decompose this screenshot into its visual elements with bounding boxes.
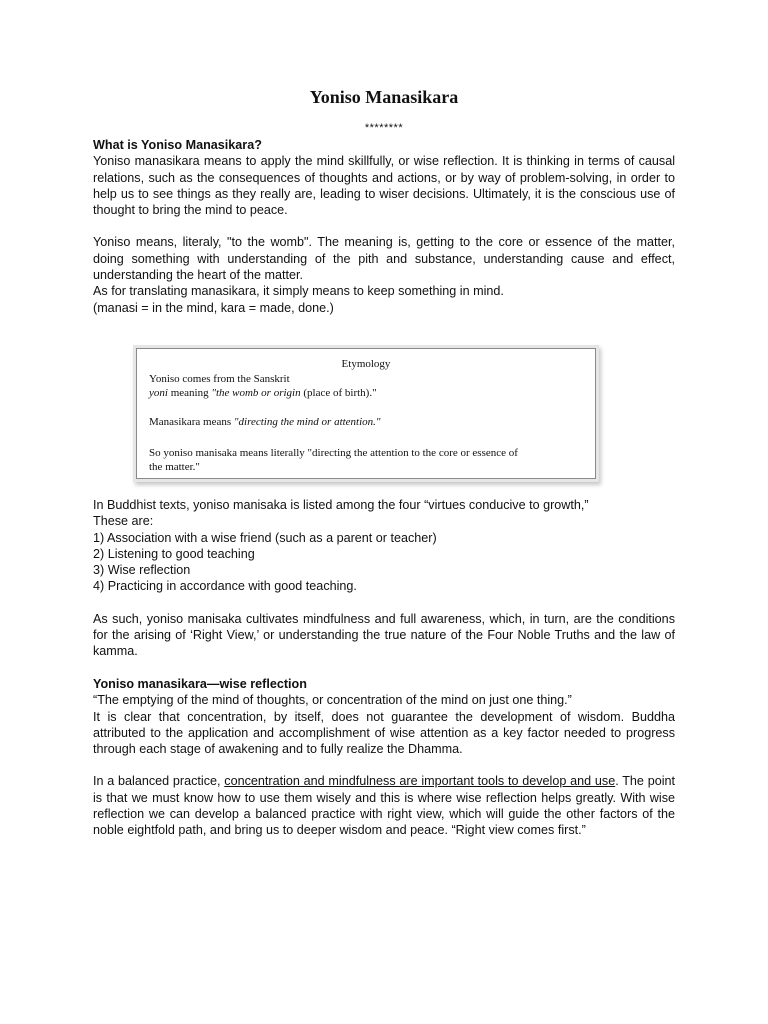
- section-wise-reflection: [93, 676, 675, 839]
- list-item: 4) Practicing in accordance with good teaching.: [93, 579, 357, 594]
- section-heading: What is Yoniso Manasikara?: [93, 138, 262, 152]
- quote: “The emptying of the mind of thoughts, or concentration of the mind on just one thing.”: [93, 693, 572, 708]
- etymology-line: yoni meaning "the womb or origin (place of birth).": [149, 387, 377, 399]
- paragraph-yoniso-meaning: Yoniso means, literaly, "to the womb". The meaning is, getting to the core or essence of the matter, doing something with understanding of the pith and substance, understanding cause and effect, understanding the heart of the matter.: [93, 235, 675, 283]
- document-title: Yoniso Manasikara: [309, 87, 459, 107]
- section-heading: Yoniso manasikara—wise reflection: [93, 677, 307, 691]
- paragraph-definition: Yoniso manasikara means to apply the mind skillfully, or wise reflection. It is thinking in terms of causal relations, such as the consequences of thoughts and actions, or by way of problem-solving, in order to help us to see things as they really are, leading to wiser decisions. Ultimately, it is the conscious use of thought to bring the mind to peace.: [93, 154, 675, 218]
- yoni-term: yoni: [149, 387, 168, 399]
- list-item: 2) Listening to good teaching: [93, 546, 255, 561]
- etymology-line: So yoniso manisaka means literally "directing the attention to the core or essence of: [149, 447, 518, 459]
- paragraph-manasi-kara: (manasi = in the mind, kara = made, done.): [93, 300, 334, 315]
- list-item: 3) Wise reflection: [93, 563, 191, 578]
- underlined-phrase: concentration and mindfulness are important tools to develop and use: [224, 774, 616, 789]
- paragraph-mindfulness: As such, yoniso manisaka cultivates mindfulness and full awareness, which, in turn, are the conditions for the arising of ‘Right View,’ or understanding the true nature of the Four Noble Truths and the law of kamma.: [93, 611, 675, 659]
- title-separator: ********: [364, 122, 404, 134]
- etymology-heading: Etymology: [341, 358, 391, 370]
- etymology-line: the matter.": [149, 461, 200, 473]
- paragraph-concentration: It is clear that concentration, by itself, does not guarantee the development of wisdom. Buddha attributed to the application and accomplishment of wise attention as a key factor needed to progress through each stage of awakening and to fully realize the Dhamma.: [93, 709, 675, 757]
- etymology-line: Manasikara means "directing the mind or attention.": [149, 416, 381, 428]
- paragraph-virtues-intro: In Buddhist texts, yoniso manisaka is listed among the four “virtues conducive to growth,”: [93, 498, 589, 512]
- section-what-is: [93, 137, 675, 316]
- paragraph-manasikara: As for translating manasikara, it simply means to keep something in mind.: [93, 284, 504, 299]
- list-item: 1) Association with a wise friend (such as a parent or teacher): [93, 530, 437, 545]
- paragraph-balanced-practice: In a balanced practice, concentration and mindfulness are important tools to develop and use. The point is that we must know how to use them wisely and this is where wise reflection helps greatly. With wise reflection we can develop a balanced practice with right view, which will guide the other factors of the noble eightfold path, and bring us to deeper wisdom and peace. “Right view comes first.”: [93, 774, 676, 838]
- list-intro: These are:: [93, 514, 154, 529]
- section-virtues: [93, 497, 675, 660]
- etymology-box: [136, 348, 596, 479]
- etymology-line: Yoniso comes from the Sanskrit: [149, 373, 290, 385]
